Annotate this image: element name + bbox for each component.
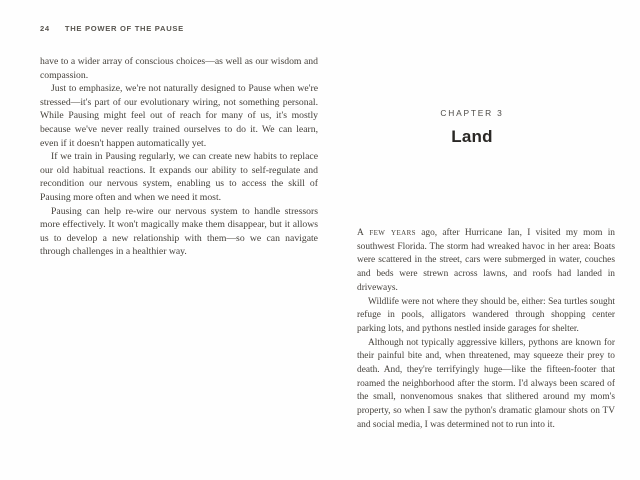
page-number: 24: [40, 24, 50, 33]
body-paragraph: If we train in Pausing regularly, we can create new habits to replace our old habitual reactions. It expands our ability to self-regulate and recondition our nervous system, enabling us to access the skill of Pausing more often and when we need it most.: [40, 151, 318, 203]
body-paragraph: have to a wider array of conscious choices—as well as our wisdom and compassion.: [40, 56, 318, 81]
running-title: THE POWER OF THE PAUSE: [64, 24, 184, 33]
chapter-heading: [343, 108, 601, 147]
body-paragraph: Although not typically aggressive killers, pythons are known for their painful bite and, when threatened, may squeeze their prey to death. And, they're terrifyingly huge—like the fifteen-footer that roamed the neighborhood after the storm. I'd always been scared of the small, nonvenomous snakes that slithered around my mom's property, so when I saw the python's dramatic glamour shots on TV and social media, I was determined not to run into it.: [357, 337, 615, 430]
right-page-body: [357, 227, 615, 433]
body-paragraph: Just to emphasize, we're not naturally designed to Pause when we're stressed—it's part of our evolutionary wiring, not something personal. While Pausing might feel out of reach for many of us, it's mostly because we've never really trained ourselves to do it. We can learn, even if it doesn't happen automatically yet.: [40, 83, 318, 149]
chapter-label: CHAPTER 3: [440, 108, 504, 118]
opening-lead-small-caps: A few years: [357, 228, 416, 238]
chapter-title: Land: [451, 127, 493, 146]
opening-paragraph-text: ago, after Hurricane Ian, I visited my mom in southwest Florida. The storm had wreaked havoc in her area: Boats were scattered in the street, cars were submerged in water, couches and beds were strewn across lawns, and roofs had landed in driveways.: [357, 228, 615, 293]
body-paragraph: Pausing can help re-wire our nervous system to handle stressors more effectively. It won't magically make them disappear, but it allows us to develop a new relationship with them—so we can navigate through challenges in a healthier way.: [40, 205, 318, 258]
left-page-body: [40, 55, 318, 259]
body-paragraph: [357, 227, 615, 296]
body-paragraph: Wildlife were not where they should be, either: Sea turtles sought refuge in pools, alligators wandered through shopping center parking lots, and pythons nestled inside garages for shelter.: [357, 296, 615, 334]
running-head: [40, 24, 184, 33]
